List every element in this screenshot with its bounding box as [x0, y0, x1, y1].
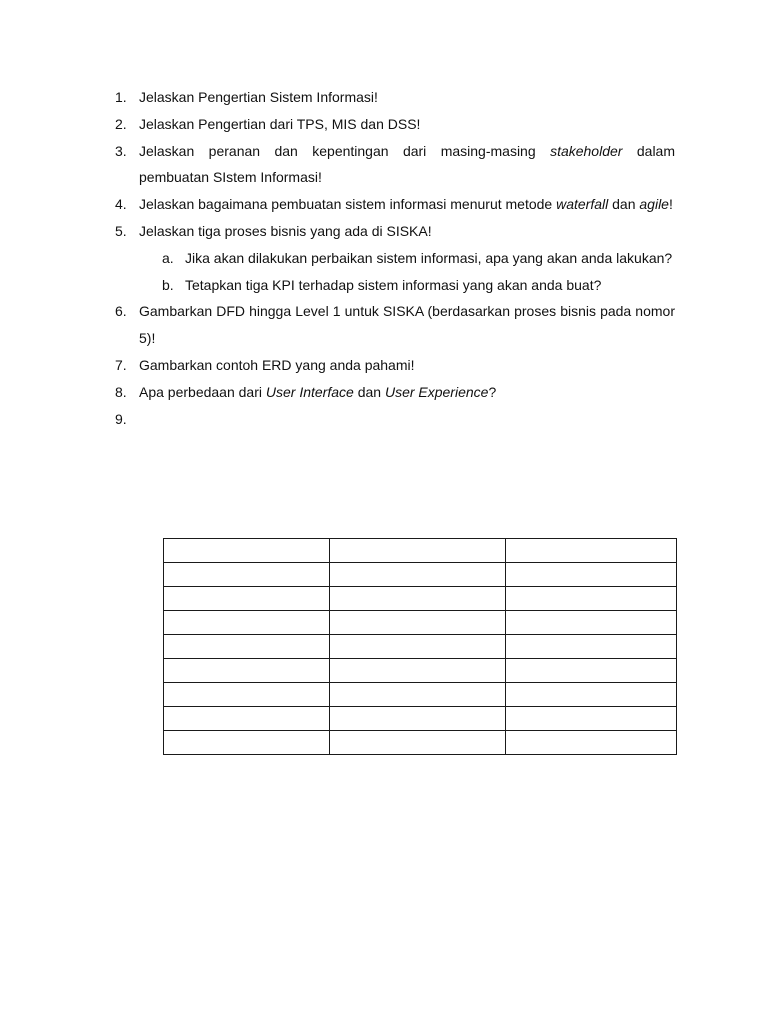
question-text: Gambarkan DFD hingga Level 1 untuk SISKA (berdasarkan proses bisnis pada nomor 5)!: [139, 303, 675, 347]
question-3: [0, 138, 675, 192]
emphasis-text: User Interface: [265, 383, 354, 400]
table-cell: [506, 563, 677, 587]
table-cell: [164, 731, 330, 755]
question-text: Jelaskan Pengertian Sistem Informasi!: [139, 89, 378, 105]
question-number: 7.: [115, 356, 127, 373]
table-cell: [330, 635, 506, 659]
table-cell: [330, 563, 506, 587]
table-cell: [506, 707, 677, 731]
table-cell: [164, 659, 330, 683]
table-cell: [330, 659, 506, 683]
question-text: Jelaskan Pengertian dari TPS, MIS dan DSS!: [139, 115, 421, 132]
table-row: [164, 707, 677, 731]
question-number: 1.: [115, 89, 127, 105]
table-row: [164, 731, 677, 755]
question-number: 2.: [115, 115, 127, 132]
question-number: 6.: [115, 303, 127, 320]
table-cell: [164, 635, 330, 659]
question-6: [0, 298, 675, 352]
table-cell: [506, 635, 677, 659]
sub-question-b: [0, 272, 675, 299]
table-cell: [330, 707, 506, 731]
table-cell: [330, 587, 506, 611]
question-text: Jelaskan peranan dan kepentingan dari masing-masing stakeholder dalam pembuatan SIstem Informasi!: [139, 142, 676, 186]
emphasis-text: agile: [639, 196, 669, 213]
question-9: [0, 406, 675, 433]
table-cell: [506, 539, 677, 563]
question-number: 5.: [115, 222, 127, 239]
question-4: [0, 191, 675, 218]
sub-question-text: Jika akan dilakukan perbaikan sistem informasi, apa yang akan anda lakukan?: [185, 249, 673, 266]
table-row: [164, 539, 677, 563]
emphasis-text: waterfall: [556, 196, 609, 213]
question-text: [139, 406, 675, 433]
emphasis-text: stakeholder: [550, 142, 623, 159]
table-row: [164, 611, 677, 635]
table-body: [164, 539, 677, 755]
table-cell: [506, 587, 677, 611]
question-1: [0, 84, 675, 111]
question-text: Jelaskan tiga proses bisnis yang ada di SISKA!: [139, 222, 432, 239]
emphasis-text: User Experience: [384, 383, 489, 400]
question-text: Apa perbedaan dari User Interface dan User Experience?: [139, 383, 497, 400]
table-cell: [164, 707, 330, 731]
table-cell: [164, 683, 330, 707]
sub-question-letter: b.: [162, 276, 174, 293]
table-row: [164, 635, 677, 659]
question-2: [0, 111, 675, 138]
table-cell: [164, 563, 330, 587]
table-cell: [164, 611, 330, 635]
question-7: [0, 352, 675, 379]
table-cell: [330, 539, 506, 563]
question-text: Gambarkan contoh ERD yang anda pahami!: [139, 356, 415, 373]
question-number: 8.: [115, 383, 127, 400]
question-number: 3.: [115, 142, 127, 159]
table-row: [164, 563, 677, 587]
table-row: [164, 587, 677, 611]
sub-question-list: [139, 245, 675, 299]
table-cell: [164, 539, 330, 563]
table-cell: [506, 611, 677, 635]
table-cell: [330, 683, 506, 707]
table-cell: [330, 731, 506, 755]
sub-question-text: Tetapkan tiga KPI terhadap sistem informasi yang akan anda buat?: [185, 276, 602, 293]
table-cell: [506, 731, 677, 755]
table-row: [164, 683, 677, 707]
table-cell: [330, 611, 506, 635]
table-cell: [506, 659, 677, 683]
table-row: [164, 659, 677, 683]
question-text: Jelaskan bagaimana pembuatan sistem informasi menurut metode waterfall dan agile!: [139, 196, 673, 213]
question-list: [0, 84, 768, 432]
question-8: [0, 379, 675, 406]
question-5: [0, 218, 675, 298]
question-number: 4.: [115, 196, 127, 213]
table-cell: [506, 683, 677, 707]
sub-question-a: [0, 245, 675, 272]
table-cell: [164, 587, 330, 611]
question-number: 9.: [115, 410, 127, 427]
sub-question-letter: a.: [162, 249, 174, 266]
empty-table: [163, 538, 677, 755]
